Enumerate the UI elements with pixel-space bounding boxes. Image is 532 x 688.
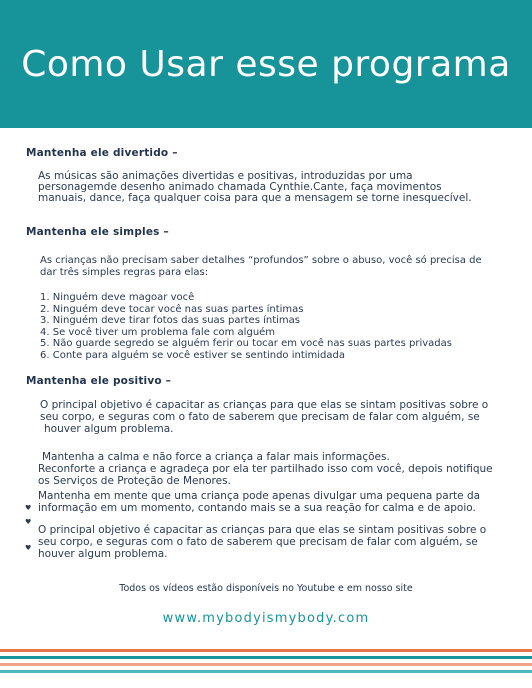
section-heading-positive: Mantenha ele positivo – — [26, 375, 172, 387]
stripe-teal — [0, 656, 532, 659]
stripe-orange — [0, 649, 532, 652]
simple-line-1: As crianças não precisam saber detalhes “profundos” sobre o abuso, você só precisa de — [40, 255, 482, 266]
positive-p2: Mantenha a calma e não force a criança a falar mais informações. — [42, 451, 390, 463]
heart-icon: ♥ — [25, 518, 32, 526]
positive-p5-line-1: O principal objetivo é capacitar as crianças para que elas se sintam positivas sobre o — [38, 524, 487, 536]
positive-p4-line-2: informação em um momento, contando mais se a sua reação for calma e de apoio. — [38, 502, 476, 514]
fun-line-1: As músicas são animações divertidas e positivas, introduzidas por uma — [38, 170, 413, 182]
positive-p1-line-2: seu corpo, e seguras com o fato de saberem que precisam de falar com alguém, se — [40, 411, 480, 423]
stripe-light-teal — [0, 670, 532, 673]
positive-p5-line-2: seu corpo, e seguras com o fato de saberem que precisam de falar com alguém, se — [38, 536, 478, 548]
section-heading-simple: Mantenha ele simples – — [26, 226, 169, 238]
heart-icon: ♥ — [25, 544, 32, 552]
heart-icon: ♥ — [25, 504, 32, 512]
positive-p4-line-1: Mantenha em mente que uma criança pode apenas divulgar uma pequena parte da — [38, 490, 481, 502]
list-item: 1. Ninguém deve magoar você — [40, 292, 195, 303]
header-banner — [0, 0, 532, 128]
positive-p1-line-3: houver algum problema. — [44, 423, 174, 435]
positive-p1-line-1: O principal objetivo é capacitar as crianças para que elas se sintam positivas sobre o — [40, 399, 489, 411]
section-heading-fun: Mantenha ele divertido – — [26, 147, 178, 159]
website-link[interactable]: www.mybodyismybody.com — [162, 611, 370, 626]
simple-line-2: dar três simples regras para elas: — [40, 267, 209, 278]
list-item: 5. Não guarde segredo se alguém ferir ou tocar em você nas suas partes privadas — [40, 338, 452, 350]
positive-p3-line-1: Reconforte a criança e agradeça por ela ter partilhado isso com você, depois notifique — [38, 463, 493, 475]
positive-p3-line-2: os Serviços de Proteção de Menores. — [38, 475, 231, 487]
list-item: 6. Conte para alguém se você estiver se sentindo intimidada — [40, 349, 346, 361]
list-item: 4. Se você tiver um problema fale com alguém — [40, 326, 276, 338]
list-item: 2. Ninguém deve tocar você nas suas partes íntimas — [40, 303, 304, 315]
list-item: 3. Ninguém deve tirar fotos das suas partes íntimas — [40, 315, 300, 327]
page-title: Como Usar esse programa — [21, 44, 511, 85]
footer-note: Todos os vídeos estão disponíveis no Youtube e em nosso site — [119, 583, 413, 594]
fun-line-3: manuais, dance, faça qualquer coisa para que a mensagem se torne inesquecível. — [38, 192, 472, 204]
rules-list — [40, 292, 452, 362]
fun-line-2: personagemde desenho animado chamada Cynthie.Cante, faça movimentos — [38, 181, 442, 193]
positive-p5-line-3: houver algum problema. — [38, 548, 168, 560]
stripe-peach — [0, 663, 532, 666]
